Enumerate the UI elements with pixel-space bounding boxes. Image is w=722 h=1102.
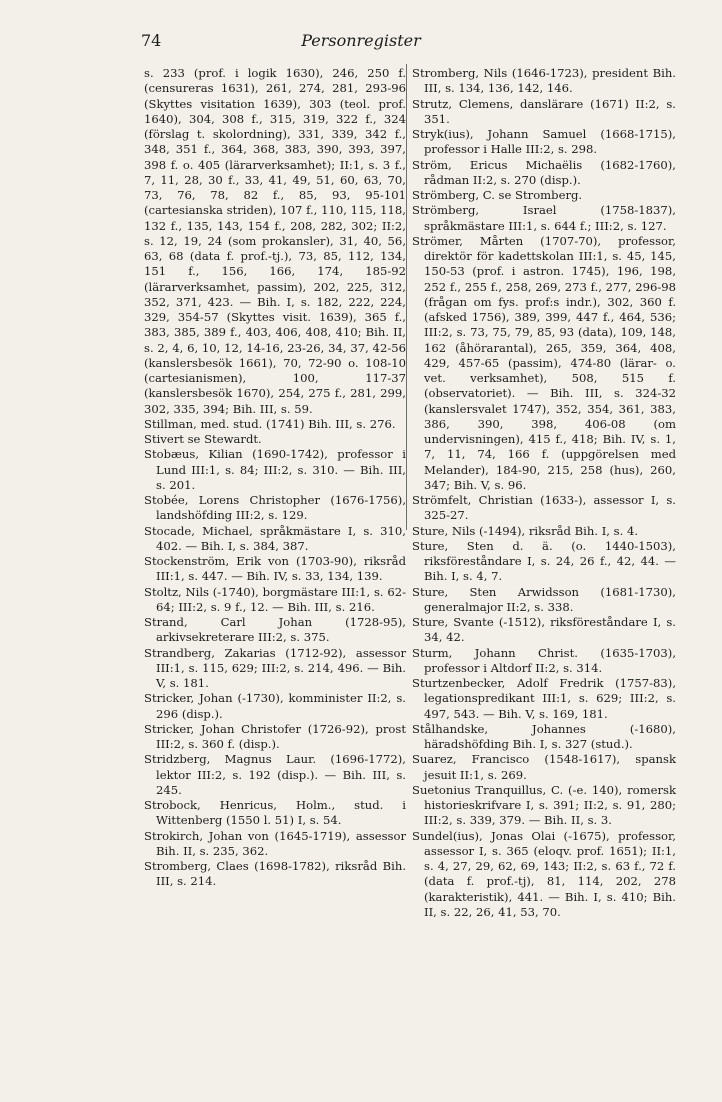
register-entry: Strömberg, C. se Stromberg. xyxy=(412,188,583,202)
column-divider xyxy=(406,64,407,530)
page-title: Personregister xyxy=(301,31,421,50)
register-entry: Suetonius Tranquillus, C. (-e. 140), romersk historieskrifvare I, s. 391; II:2, s. 91, 280; III:2, s. 339, 379. — Bih. II, s. 3. xyxy=(412,782,676,828)
entry-continuation: s. 233 (prof. i logik 1630), 246, 250 f. (censureras 1631), 261, 274, 281, 293-96 (Skyttes visitation 1639), 303 (teol. prof. 1640), 304, 308 f., 315, 319, 322 f., 324 (förslag t. skolordning), 331, 339, 342 f., 348, 351 f., 364, 368, 383, 390, 393, 397, 398 f. o. 405 (lärarverksamhet); II:1, s. 3 f., 7, 11, 28, 30 f., 33, 41, 49, 51, 60, 63, 70, 73, 76, 78, 82 f., 85, 93, 95-101 (cartesianska striden), 107 f., 110, 115, 118, 132 f., 135, 143, 154 f., 208, 282, 302; II:2, s. 12, 19, 24 (som prokansler), 31, 40, 56, 63, 68 (data f. prof.-tj.), 73, 85, 112, 134, 151 f., 156, 166, 174, 185-92 (lärarverksamhet, passim), 202, 225, 312, 352, 371, 423. — Bih. I, s. 182, 222, 224, 329, 354-57 (Skyttes visit. 1639), 365 f., 383, 385, 389 f., 403, 406, 408, 410; Bih. II, s. 2, 4, 6, 10, 12, 14-16, 23-26, 34, 37, 42-56 (kanslersbesök 1661), 70, 72-90 o. 108-10 (cartesianismen), 100, 117-37 (kanslersbesök 1670), 254, 275 f., 281, 299, 302, 335, 394; Bih. III, s. 59. xyxy=(144,66,406,416)
register-entry: Stockenström, Erik von (1703-90), riksråd III:1, s. 447. — Bih. IV, s. 33, 134, 139. xyxy=(144,554,406,584)
register-entry: Stricker, Johan Christofer (1726-92), prost III:2, s. 360 f. (disp.). xyxy=(144,721,406,751)
register-entry: Strandberg, Zakarias (1712-92), assessor III:1, s. 115, 629; III:2, s. 214, 496. — Bih. V, s. 181. xyxy=(144,645,406,690)
register-entry: Sture, Nils (-1494), riksråd Bih. I, s. 4. xyxy=(412,523,639,538)
register-entry: Ström, Ericus Michaëlis (1682-1760), rådman II:2, s. 270 (disp.). xyxy=(412,157,676,187)
register-entry: Stocade, Michael, språkmästare I, s. 310, 402. — Bih. I, s. 384, 387. xyxy=(144,523,406,553)
right-column xyxy=(412,66,676,920)
register-entry: Sundel(ius), Jonas Olai (-1675), professor, assessor I, s. 365 (eloqv. prof. 1651); II:1, s. 4, 27, 29, 62, 69, 143; II:2, s. 63 f., 72 f. (data f. prof.-tj), 81, 114, 202, 278 (karakteristik), 441. — Bih. I, s. 410; Bih. II, s. 22, 26, 41, 53, 70. xyxy=(412,828,676,919)
register-entry: Stivert se Stewardt. xyxy=(144,432,262,446)
page-header xyxy=(0,31,722,55)
register-entry: Stålhandske, Johannes (-1680), häradshöfding Bih. I, s. 327 (stud.). xyxy=(412,721,676,751)
register-entry: Strobock, Henricus, Holm., stud. i Wittenberg (1550 l. 51) I, s. 54. xyxy=(144,798,406,828)
register-entry: Strömfelt, Christian (1633-), assessor I, s. 325-27. xyxy=(412,493,676,523)
register-entry: Stobée, Lorens Christopher (1676-1756), landshöfding III:2, s. 129. xyxy=(144,493,406,523)
register-entry: Sturm, Johann Christ. (1635-1703), professor i Altdorf II:2, s. 314. xyxy=(412,645,676,675)
register-entry: Strömberg, Israel (1758-1837), språkmästare III:1, s. 644 f.; III:2, s. 127. xyxy=(412,203,676,233)
register-entry: Suarez, Francisco (1548-1617), spansk jesuit II:1, s. 269. xyxy=(412,752,676,782)
register-entry: Stridzberg, Magnus Laur. (1696-1772), lektor III:2, s. 192 (disp.). — Bih. III, s. 245. xyxy=(144,752,406,797)
register-entry: Stobæus, Kilian (1690-1742), professor i Lund III:1, s. 84; III:2, s. 310. — Bih. III, s. 201. xyxy=(144,447,406,492)
register-entry: Strokirch, Johan von (1645-1719), assessor Bih. II, s. 235, 362. xyxy=(144,828,406,858)
register-entry: Sture, Svante (-1512), riksföreståndare I, s. 34, 42. xyxy=(412,615,676,645)
register-entry: Stoltz, Nils (-1740), borgmästare III:1, s. 62-64; III:2, s. 9 f., 12. — Bih. III, s. 216. xyxy=(144,584,406,614)
register-entry: Stromberg, Claes (1698-1782), riksråd Bih. III, s. 214. xyxy=(144,859,406,889)
register-entry: Strand, Carl Johan (1728-95), arkivsekreterare III:2, s. 375. xyxy=(144,615,406,645)
register-entry: Stryk(ius), Johann Samuel (1668-1715), professor i Halle III:2, s. 298. xyxy=(412,127,676,157)
register-entry: Sture, Sten Arwidsson (1681-1730), generalmajor II:2, s. 338. xyxy=(412,584,676,614)
register-entry: Strömer, Mårten (1707-70), professor, direktör för kadettskolan III:1, s. 45, 145, 150-53 (prof. i astron. 1745), 196, 198, 252 f., 255 f., 258, 269, 273 f., 277, 296-98 (frågan om fys. prof:s indr.), 302, 360 f. (afsked 1756), 389, 399, 447 f., 464, 536; III:2, s. 73, 75, 79, 85, 93 (data), 109, 148, 162 (åhörarantal), 265, 359, 364, 408, 429, 457-65 (passim), 474-80 (lärar- o. vet. verksamhet), 508, 515 f. (observatoriet). — Bih. III, s. 324-32 (kanslersvalet 1747), 352, 354, 361, 383, 386, 390, 398, 406-08 (om undervisningen), 415 f., 418; Bih. IV, s. 1, 7, 11, 74, 166 f. (uppgörelsen med Melander), 184-90, 215, 258 (hus), 260, 347; Bih. V, s. 96. xyxy=(412,233,676,492)
register-entry: Sturtzenbecker, Adolf Fredrik (1757-83), legationspredikant III:1, s. 629; III:2, s. 497, 543. — Bih. V, s. 169, 181. xyxy=(412,676,676,721)
register-entry: Stromberg, Nils (1646-1723), president Bih. III, s. 134, 136, 142, 146. xyxy=(412,66,676,96)
page-number: 74 xyxy=(141,31,162,50)
register-entry: Sture, Sten d. ä. (o. 1440-1503), riksföreståndare I, s. 24, 26 f., 42, 44. — Bih. I, s. 4, 7. xyxy=(412,538,676,584)
register-entry: Stillman, med. stud. (1741) Bih. III, s. 276. xyxy=(144,416,396,431)
register-entry: Stricker, Johan (-1730), komminister II:2, s. 296 (disp.). xyxy=(144,691,406,721)
register-entry: Strutz, Clemens, danslärare (1671) II:2, s. 351. xyxy=(412,96,676,126)
left-column xyxy=(144,66,406,890)
